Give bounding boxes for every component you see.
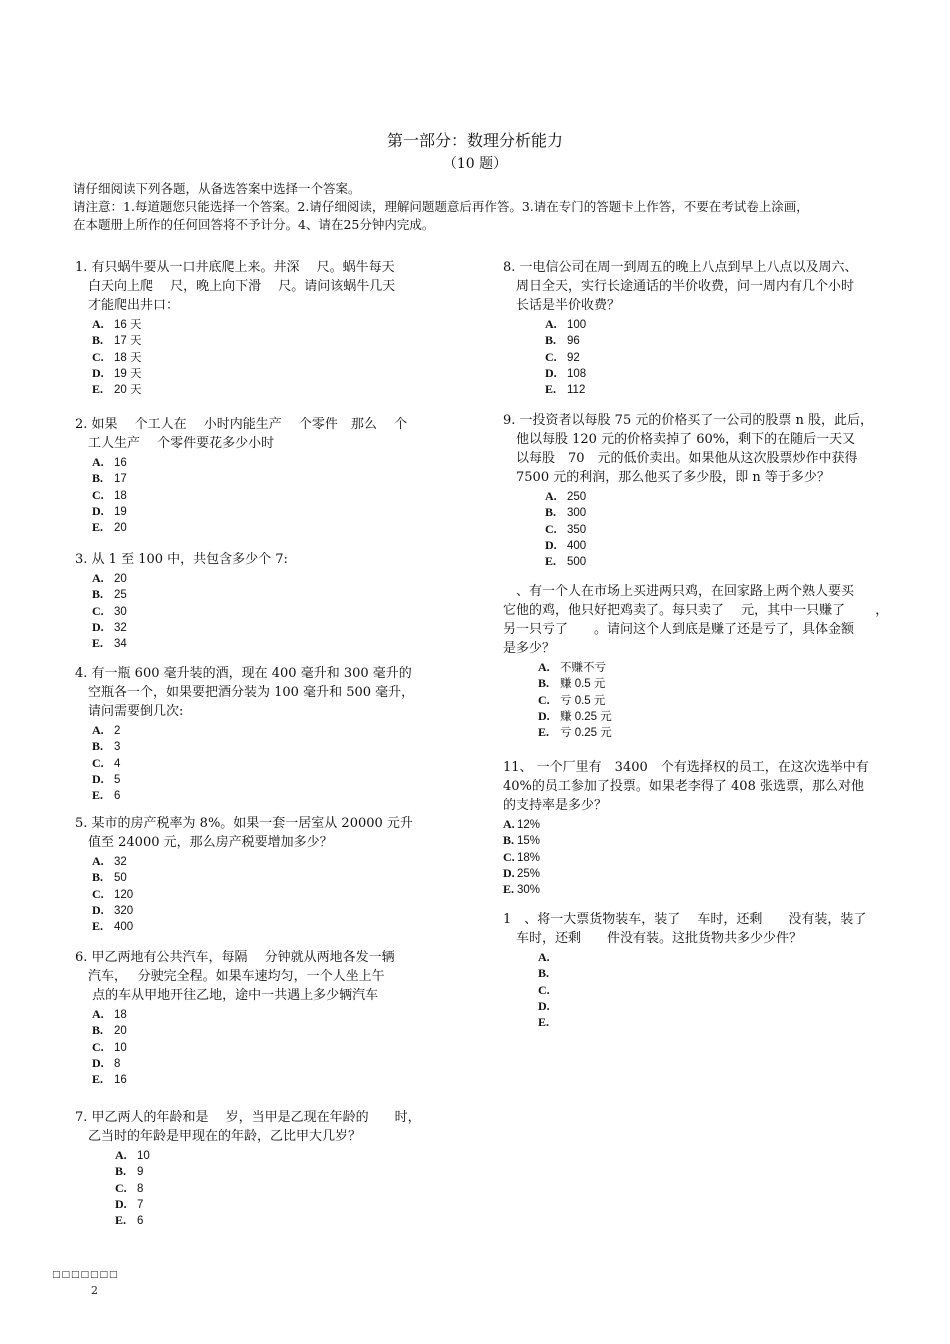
answer-option[interactable]: [92, 918, 475, 934]
answer-option[interactable]: [115, 1196, 475, 1212]
question-stem-line: 以每股 70 元的低价卖出。如果他从这次股票炒作中获得: [503, 451, 858, 466]
answer-option[interactable]: [503, 849, 903, 865]
answer-option[interactable]: [503, 865, 903, 881]
option-value: 300: [567, 507, 587, 520]
option-value: 7: [137, 1198, 144, 1211]
question-stem-line: 车时，还剩 件没有装。这批货物共多少少件？: [503, 931, 803, 946]
option-value: 20 天: [114, 384, 142, 397]
option-value: 赚 0.5 元: [560, 678, 606, 691]
answer-option[interactable]: [92, 503, 475, 519]
option-list: [538, 659, 903, 740]
option-value: 12%: [517, 819, 541, 831]
question-stem-line: 周日全天，实行长途通话的半价收费，问一周内有几个小时: [503, 279, 855, 294]
answer-option[interactable]: [92, 1055, 475, 1071]
option-letter: D.: [538, 998, 550, 1013]
option-letter: B.: [503, 833, 515, 848]
option-letter: D.: [538, 708, 550, 723]
question-stem-line: 7. 甲乙两人的年龄和是 岁，当甲是乙现在年龄的 时，: [75, 1110, 421, 1125]
option-letter: B.: [92, 333, 104, 348]
question-stem-line: 长话是半价收费？: [503, 298, 621, 313]
question-left-1: [75, 258, 475, 397]
option-value: 20: [114, 1025, 127, 1038]
option-letter: A.: [115, 1148, 127, 1162]
answer-option[interactable]: [545, 504, 903, 520]
option-letter: C.: [545, 349, 557, 364]
answer-option[interactable]: [545, 332, 903, 348]
option-letter: B.: [538, 676, 550, 691]
answer-option[interactable]: [92, 519, 475, 535]
answer-option[interactable]: [538, 949, 903, 965]
option-letter: E.: [92, 788, 104, 803]
intro-line-1: 请仔细阅读下列各题，从备选答案中选择一个答案。: [73, 181, 361, 196]
option-value: 18%: [517, 851, 541, 864]
option-letter: B.: [115, 1164, 127, 1179]
answer-option[interactable]: [92, 886, 475, 902]
option-letter: B.: [92, 870, 104, 885]
question-stem-line: 请问需要倒几次:: [75, 704, 184, 719]
option-value: 25: [114, 589, 127, 602]
question-stem-line: 值至 24000 元，那么房产税要增加多少？: [75, 835, 333, 850]
option-value: 20: [114, 522, 127, 535]
answer-option[interactable]: [545, 488, 903, 504]
option-letter: C.: [503, 849, 515, 864]
question-stem-line: 40%的员工参加了投票。如果老李得了 408 张选票，那么对他: [503, 779, 864, 794]
option-list: [92, 570, 475, 651]
question-stem-line: 白天向上爬 尺，晚上向下滑 尺。请问该蜗牛几天: [75, 279, 396, 294]
answer-option[interactable]: [92, 635, 475, 651]
question-right-2: [503, 411, 903, 569]
option-letter: D.: [545, 537, 557, 552]
question-stem-line: 它他的鸡，他只好把鸡卖了。每只卖了 元，其中一只赚了 ，: [503, 603, 889, 618]
option-value: 16 天: [114, 319, 142, 331]
option-letter: B.: [92, 1023, 104, 1038]
option-value: 108: [567, 367, 587, 380]
option-value: 32: [114, 621, 127, 634]
option-letter: E.: [538, 725, 550, 740]
intro-line-3: 在本题册上所作的任何回答将不予计分。4、请在25分钟内完成。: [73, 217, 435, 232]
option-letter: D.: [92, 619, 104, 634]
question-stem-line: 乙当时的年龄是甲现在的年龄，乙比甲大几岁？: [75, 1129, 362, 1144]
option-value: 5: [114, 773, 121, 786]
answer-option[interactable]: [92, 869, 475, 885]
answer-option[interactable]: [92, 586, 475, 602]
option-letter: E.: [115, 1213, 127, 1228]
option-value: 350: [567, 523, 587, 536]
option-letter: D.: [545, 365, 557, 380]
option-letter: C.: [92, 1039, 104, 1054]
option-letter: B.: [92, 471, 104, 486]
question-stem-line: 汽车， 分驶完全程。如果车速均匀，一个人坐上午: [75, 969, 385, 984]
answer-option[interactable]: [92, 603, 475, 619]
option-list: [503, 816, 903, 897]
option-list: [545, 316, 903, 397]
answer-option[interactable]: [545, 521, 903, 537]
option-letter: E.: [92, 919, 104, 934]
option-value: 32: [114, 856, 127, 868]
answer-option[interactable]: [503, 832, 903, 848]
option-letter: C.: [545, 521, 557, 536]
question-stem-line: 3. 从 1 至 100 中，共包含多少个 7:: [75, 552, 288, 567]
option-value: 16: [114, 1074, 127, 1087]
answer-option[interactable]: [92, 755, 475, 771]
answer-option[interactable]: [503, 881, 903, 897]
option-letter: C.: [538, 982, 550, 997]
answer-option[interactable]: [92, 365, 475, 381]
option-letter: A.: [92, 1007, 104, 1021]
question-left-3: [75, 550, 475, 651]
intro-line-2: 请注意：1.每道题您只能选择一个答案。2.请仔细阅读，理解问题题意后再作答。3.请在专门的答题卡上作答，不要在考试卷上涂画，: [73, 199, 809, 214]
option-value: 19: [114, 505, 127, 518]
option-letter: C.: [92, 886, 104, 901]
option-value: 4: [114, 757, 121, 770]
page-number: 2: [91, 1284, 98, 1297]
option-letter: B.: [92, 739, 104, 754]
option-value: 6: [114, 790, 121, 803]
answer-option[interactable]: [92, 1006, 475, 1022]
question-stem-line: 是多少？: [503, 641, 556, 656]
answer-option[interactable]: [92, 787, 475, 803]
option-letter: A.: [538, 660, 550, 674]
question-stem-line: 1. 有只蜗牛要从一口井底爬上来。井深 尺。蜗牛每天: [75, 260, 395, 275]
answer-option[interactable]: [92, 316, 475, 332]
answer-option[interactable]: [538, 982, 903, 998]
option-letter: E.: [92, 636, 104, 651]
option-value: 亏 0.5 元: [560, 694, 606, 707]
option-list: [92, 722, 475, 803]
option-letter: B.: [538, 966, 550, 981]
question-stem-line: 9. 一投资者以每股 75 元的价格买了一公司的股票 n 股，此后，: [503, 413, 873, 428]
answer-option[interactable]: [545, 537, 903, 553]
option-letter: D.: [92, 1055, 104, 1070]
answer-option[interactable]: [545, 349, 903, 365]
question-stem-line: 5. 某市的房产税率为 8%。如果一套一居室从 20000 元升: [75, 816, 413, 831]
option-letter: B.: [92, 587, 104, 602]
option-letter: A.: [545, 489, 557, 503]
option-value: 96: [567, 335, 580, 348]
option-value: 112: [567, 384, 586, 397]
option-letter: D.: [503, 865, 515, 880]
option-letter: C.: [538, 692, 550, 707]
answer-option[interactable]: [545, 381, 903, 397]
question-right-5: [503, 910, 903, 1030]
option-letter: A.: [503, 817, 515, 831]
option-letter: E.: [503, 882, 515, 897]
answer-option[interactable]: [115, 1212, 475, 1228]
answer-option[interactable]: [538, 1014, 903, 1030]
option-value: 92: [567, 351, 580, 364]
answer-option[interactable]: [92, 381, 475, 397]
option-value: 8: [114, 1057, 121, 1070]
question-stem-line: 7500 元的利润，那么他买了多少股，即 n 等于多少？: [503, 470, 830, 485]
answer-option[interactable]: [92, 1071, 475, 1087]
option-value: 6: [137, 1215, 144, 1228]
option-value: 120: [114, 888, 134, 901]
option-list: [115, 1147, 475, 1228]
question-stem-line: 另一只亏了 。请问这个人到底是赚了还是亏了，具体金额: [503, 622, 855, 637]
option-list: [538, 949, 903, 1030]
question-left-6: [75, 948, 475, 1087]
option-value: 2: [114, 725, 121, 737]
option-value: 100: [567, 319, 587, 331]
question-stem-line: 6. 甲乙两地有公共汽车，每隔 分钟就从两地各发一辆: [75, 950, 395, 965]
question-stem-line: 、有一个人在市场上买进两只鸡，在回家路上两个熟人要买: [503, 584, 855, 599]
option-value: 10: [137, 1150, 150, 1162]
option-letter: E.: [92, 382, 104, 397]
option-value: 400: [114, 921, 134, 934]
option-value: 3: [114, 741, 121, 754]
answer-option[interactable]: [538, 998, 903, 1014]
option-letter: E.: [545, 382, 557, 397]
question-right-4: [503, 758, 903, 897]
answer-option[interactable]: [92, 470, 475, 486]
option-letter: A.: [92, 854, 104, 868]
option-value: 18: [114, 489, 127, 502]
answer-option[interactable]: [92, 902, 475, 918]
question-stem-line: 8. 一电信公司在周一到周五的晚上八点到早上八点以及周六、: [503, 260, 858, 275]
option-letter: C.: [92, 755, 104, 770]
answer-option[interactable]: [92, 619, 475, 635]
option-value: 20: [114, 573, 127, 585]
option-letter: D.: [92, 503, 104, 518]
option-letter: A.: [92, 723, 104, 737]
option-letter: E.: [545, 554, 557, 569]
question-stem-line: 才能爬出井口：: [75, 298, 180, 313]
option-list: [92, 454, 475, 535]
option-value: 15%: [517, 835, 541, 848]
option-value: 50: [114, 872, 127, 885]
answer-option[interactable]: [545, 365, 903, 381]
option-value: 16: [114, 457, 127, 469]
answer-option[interactable]: [545, 553, 903, 569]
option-letter: C.: [115, 1180, 127, 1195]
option-list: [545, 488, 903, 569]
option-letter: C.: [92, 487, 104, 502]
answer-option[interactable]: [545, 316, 903, 332]
option-value: 18 天: [114, 351, 142, 364]
question-stem-line: 的支持率是多少？: [503, 798, 608, 813]
option-value: 赚 0.25 元: [560, 710, 612, 723]
option-letter: E.: [538, 1015, 550, 1030]
option-value: 30%: [517, 884, 541, 897]
option-letter: E.: [92, 520, 104, 535]
option-value: 400: [567, 539, 587, 552]
option-letter: A.: [92, 317, 104, 331]
answer-option[interactable]: [92, 570, 475, 586]
question-left-5: [75, 814, 475, 934]
option-list: [92, 853, 475, 934]
option-letter: A.: [538, 950, 550, 964]
answer-option[interactable]: [92, 332, 475, 348]
answer-option[interactable]: [92, 454, 475, 470]
answer-option[interactable]: [92, 1039, 475, 1055]
answer-option[interactable]: [538, 659, 903, 675]
page-title: 第一部分：数理分析能力: [386, 131, 563, 150]
option-letter: B.: [545, 505, 557, 520]
option-list: [92, 316, 475, 397]
answer-option[interactable]: [538, 708, 903, 724]
option-value: 19 天: [114, 367, 142, 380]
footer-mark: □□□□□□□: [52, 1270, 119, 1280]
option-value: 500: [567, 556, 587, 569]
option-letter: A.: [92, 455, 104, 469]
question-stem-line: 空瓶各一个，如果要把酒分装为 100 毫升和 500 毫升，: [75, 685, 415, 700]
option-value: 17 天: [114, 335, 142, 348]
option-value: 17: [114, 473, 127, 486]
option-value: 不赚不亏: [560, 662, 606, 674]
page-subtitle: （10 题）: [442, 156, 508, 172]
answer-option[interactable]: [503, 816, 903, 832]
answer-option[interactable]: [92, 738, 475, 754]
option-value: 25%: [517, 867, 541, 880]
option-value: 8: [137, 1182, 144, 1195]
option-letter: D.: [92, 902, 104, 917]
option-value: 320: [114, 904, 134, 917]
answer-option[interactable]: [92, 349, 475, 365]
option-letter: D.: [92, 771, 104, 786]
question-stem-line: 工人生产 个零件要花多少小时: [75, 436, 275, 451]
question-right-3: [503, 582, 903, 740]
question-right-1: [503, 258, 903, 397]
question-stem-line: 1 、将一大票货物装车，装了 车时，还剩 没有装，装了: [503, 912, 867, 927]
option-value: 9: [137, 1166, 144, 1179]
answer-option[interactable]: [92, 722, 475, 738]
option-value: 34: [114, 638, 127, 651]
option-letter: A.: [92, 571, 104, 585]
question-stem-line: 11、 一个厂里有 3400 个有选择权的员工，在这次选举中有: [503, 760, 869, 775]
option-list: [92, 1006, 475, 1087]
question-stem-line: 4. 有一瓶 600 毫升装的酒，现在 400 毫升和 300 毫升的: [75, 666, 412, 681]
option-value: 18: [114, 1009, 127, 1021]
option-value: 30: [114, 605, 127, 618]
answer-option[interactable]: [538, 724, 903, 740]
answer-option[interactable]: [538, 675, 903, 691]
answer-option[interactable]: [115, 1147, 475, 1163]
answer-option[interactable]: [538, 965, 903, 981]
question-left-7: [75, 1108, 475, 1228]
answer-option[interactable]: [538, 692, 903, 708]
answer-option[interactable]: [92, 487, 475, 503]
option-letter: D.: [92, 365, 104, 380]
answer-option[interactable]: [92, 1022, 475, 1038]
option-value: 10: [114, 1041, 127, 1054]
question-stem-line: 他以每股 120 元的价格卖掉了 60%，剩下的在随后一天又: [503, 432, 856, 447]
option-letter: A.: [545, 317, 557, 331]
option-letter: D.: [115, 1196, 127, 1211]
answer-option[interactable]: [115, 1163, 475, 1179]
answer-option[interactable]: [92, 771, 475, 787]
question-left-4: [75, 664, 475, 803]
question-left-2: [75, 415, 475, 535]
option-letter: B.: [545, 333, 557, 348]
question-stem-line: 点的车从甲地开往乙地，途中一共遇上多少辆汽车: [75, 988, 379, 1003]
option-value: 亏 0.25 元: [560, 727, 612, 740]
option-letter: E.: [92, 1072, 104, 1087]
question-stem-line: 2. 如果 个工人在 小时内能生产 个零件 那么 个: [75, 417, 408, 432]
option-letter: C.: [92, 349, 104, 364]
answer-option[interactable]: [92, 853, 475, 869]
option-value: 250: [567, 491, 587, 503]
option-letter: C.: [92, 603, 104, 618]
answer-option[interactable]: [115, 1180, 475, 1196]
